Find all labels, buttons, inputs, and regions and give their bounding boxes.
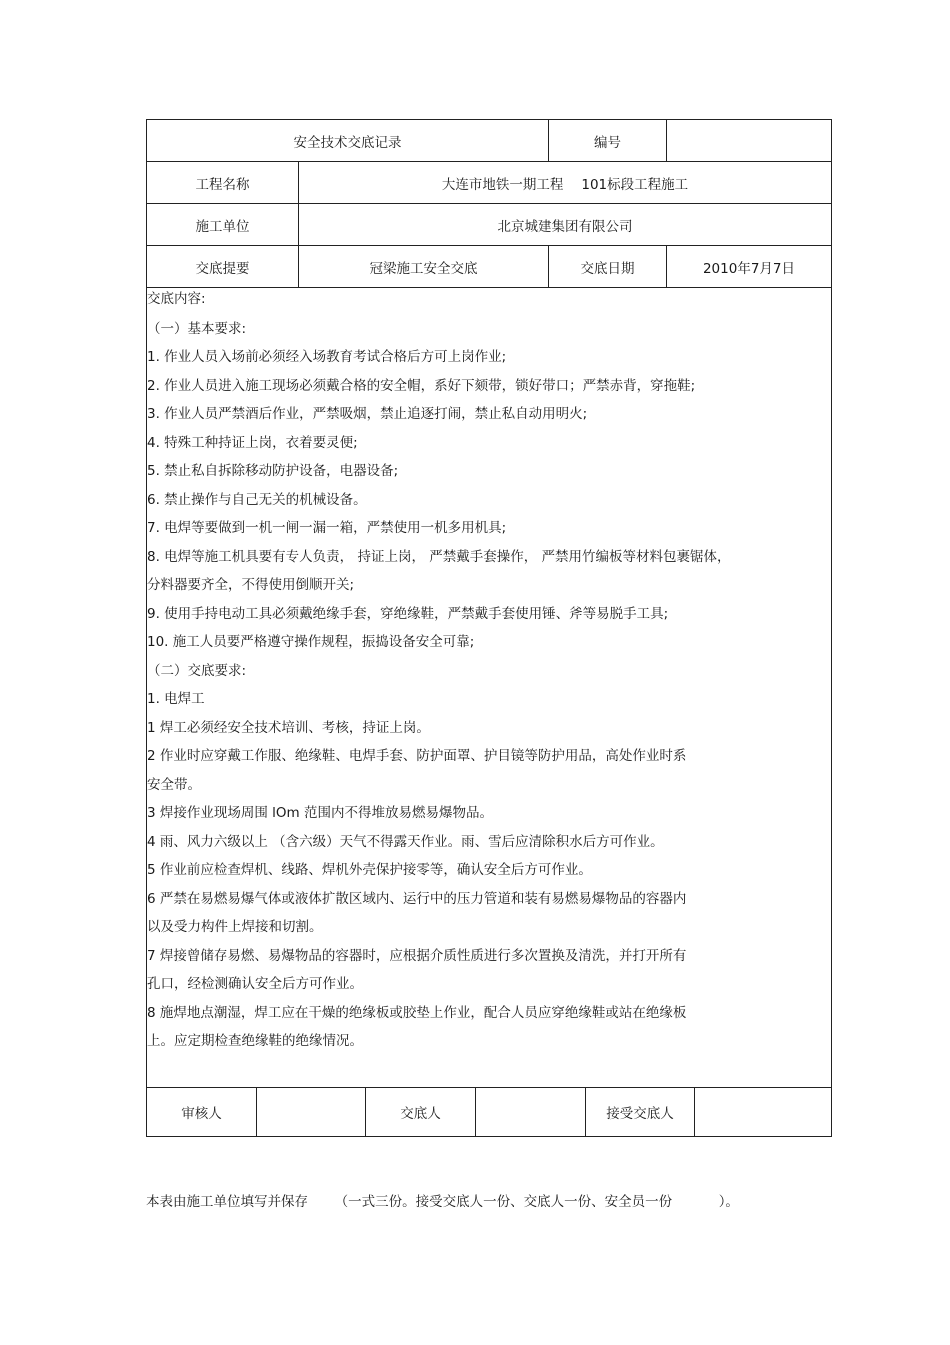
signature-row [147,1088,831,1136]
content-line: 1 焊工必须经安全技术培训、考核，持证上岗。 [147,720,430,736]
content-line: 8 施焊地点潮湿，焊工应在干燥的绝缘板或胶垫上作业，配合人员应穿绝缘鞋或站在绝缘板 [147,1005,687,1021]
reviewer-label: 审核人 [147,1088,257,1136]
reviewer-signature-field[interactable] [257,1088,366,1136]
content-line: 10. 施工人员要严格遵守操作规程，振捣设备安全可靠; [147,634,475,650]
content-line: 1. 电焊工 [147,691,205,707]
summary-value: 冠梁施工安全交底 [299,246,549,287]
content-line: 5 作业前应检查焊机、线路、焊机外壳保护接零等，确认安全后方可作业。 [147,862,592,878]
content-line: 6 严禁在易燃易爆气体或液体扩散区域内、运行中的压力管道和装有易燃易爆物品的容器内 [147,891,687,907]
project-value [299,162,831,203]
content-line: 1. 作业人员入场前必须经入场教育考试合格后方可上岗作业; [147,349,507,365]
discloser-signature-field[interactable] [476,1088,586,1136]
project-value-part-1: 大连市地铁一期工程 [441,176,564,193]
summary-label: 交底提要 [147,246,299,287]
content-line: 分料器要齐全，不得使用倒顺开关; [147,577,355,593]
project-row [147,162,831,204]
content-line: 交底内容: [147,291,206,307]
safety-disclosure-form [146,119,832,1137]
receiver-label: 接受交底人 [586,1088,695,1136]
project-value-part-2: 101标段工程施工 [581,176,689,193]
content-line: （一）基本要求: [147,321,247,337]
number-label: 编号 [549,120,667,161]
footer-note-part-2: （一式三份。接受交底人一份、交底人一份、安全员一份 [334,1194,673,1210]
content-line: 5. 禁止私自拆除移动防护设备，电器设备; [147,463,399,479]
content-line: 7 焊接曾储存易燃、易爆物品的容器时，应根据介质性质进行多次置换及清洗，并打开所有 [147,948,687,964]
content-line: 4. 特殊工种持证上岗，衣着要灵便; [147,435,358,451]
content-line: 9. 使用手持电动工具必须戴绝缘手套，穿绝缘鞋，严禁戴手套使用锤、斧等易脱手工具; [147,606,669,622]
content-line: 孔口，经检测确认安全后方可作业。 [147,976,363,992]
contractor-value: 北京城建集团有限公司 [497,218,633,235]
disclosure-content [147,288,831,1088]
content-line: 安全带。 [147,777,201,793]
receiver-signature-field[interactable] [695,1088,831,1136]
content-line: 3 焊接作业现场周围 lOm 范围内不得堆放易燃易爆物品。 [147,805,493,821]
content-line: 2. 作业人员进入施工现场必须戴合格的安全帽，系好下颏带，锁好带口；严禁赤背，穿拖鞋; [147,378,696,394]
contractor-row [147,204,831,246]
project-label: 工程名称 [147,162,299,203]
summary-row [147,246,831,288]
footer-note-part-3: ）。 [718,1194,739,1210]
content-line: 2 作业时应穿戴工作服、绝缘鞋、电焊手套、防护面罩、护目镜等防护用品，高处作业时系 [147,748,687,764]
content-line: 上。应定期检查绝缘鞋的绝缘情况。 [147,1033,363,1049]
footer-note-part-1: 本表由施工单位填写并保存 [146,1194,308,1210]
footer-note [146,1190,739,1210]
date-value: 2010年7月7日 [702,260,796,277]
contractor-label: 施工单位 [147,204,299,245]
discloser-label: 交底人 [366,1088,476,1136]
content-line: 8. 电焊等施工机具要有专人负责， 持证上岗， 严禁戴手套操作， 严禁用竹编板等材料包裹锯体， [147,549,731,565]
number-field[interactable] [667,120,831,161]
content-line: 7. 电焊等要做到一机一闸一漏一箱，严禁使用一机多用机具; [147,520,507,536]
date-label: 交底日期 [549,246,667,287]
form-title: 安全技术交底记录 [147,120,549,161]
content-line: 6. 禁止操作与自己无关的机械设备。 [147,492,367,508]
header-row [147,120,831,162]
content-line: 3. 作业人员严禁酒后作业，严禁吸烟，禁止追逐打闹，禁止私自动用明火; [147,406,588,422]
content-line: （二）交底要求: [147,663,247,679]
content-line: 以及受力构件上焊接和切割。 [147,919,323,935]
content-line: 4 雨、风力六级以上 （含六级）天气不得露天作业。雨、雪后应清除积水后方可作业。 [147,834,664,850]
